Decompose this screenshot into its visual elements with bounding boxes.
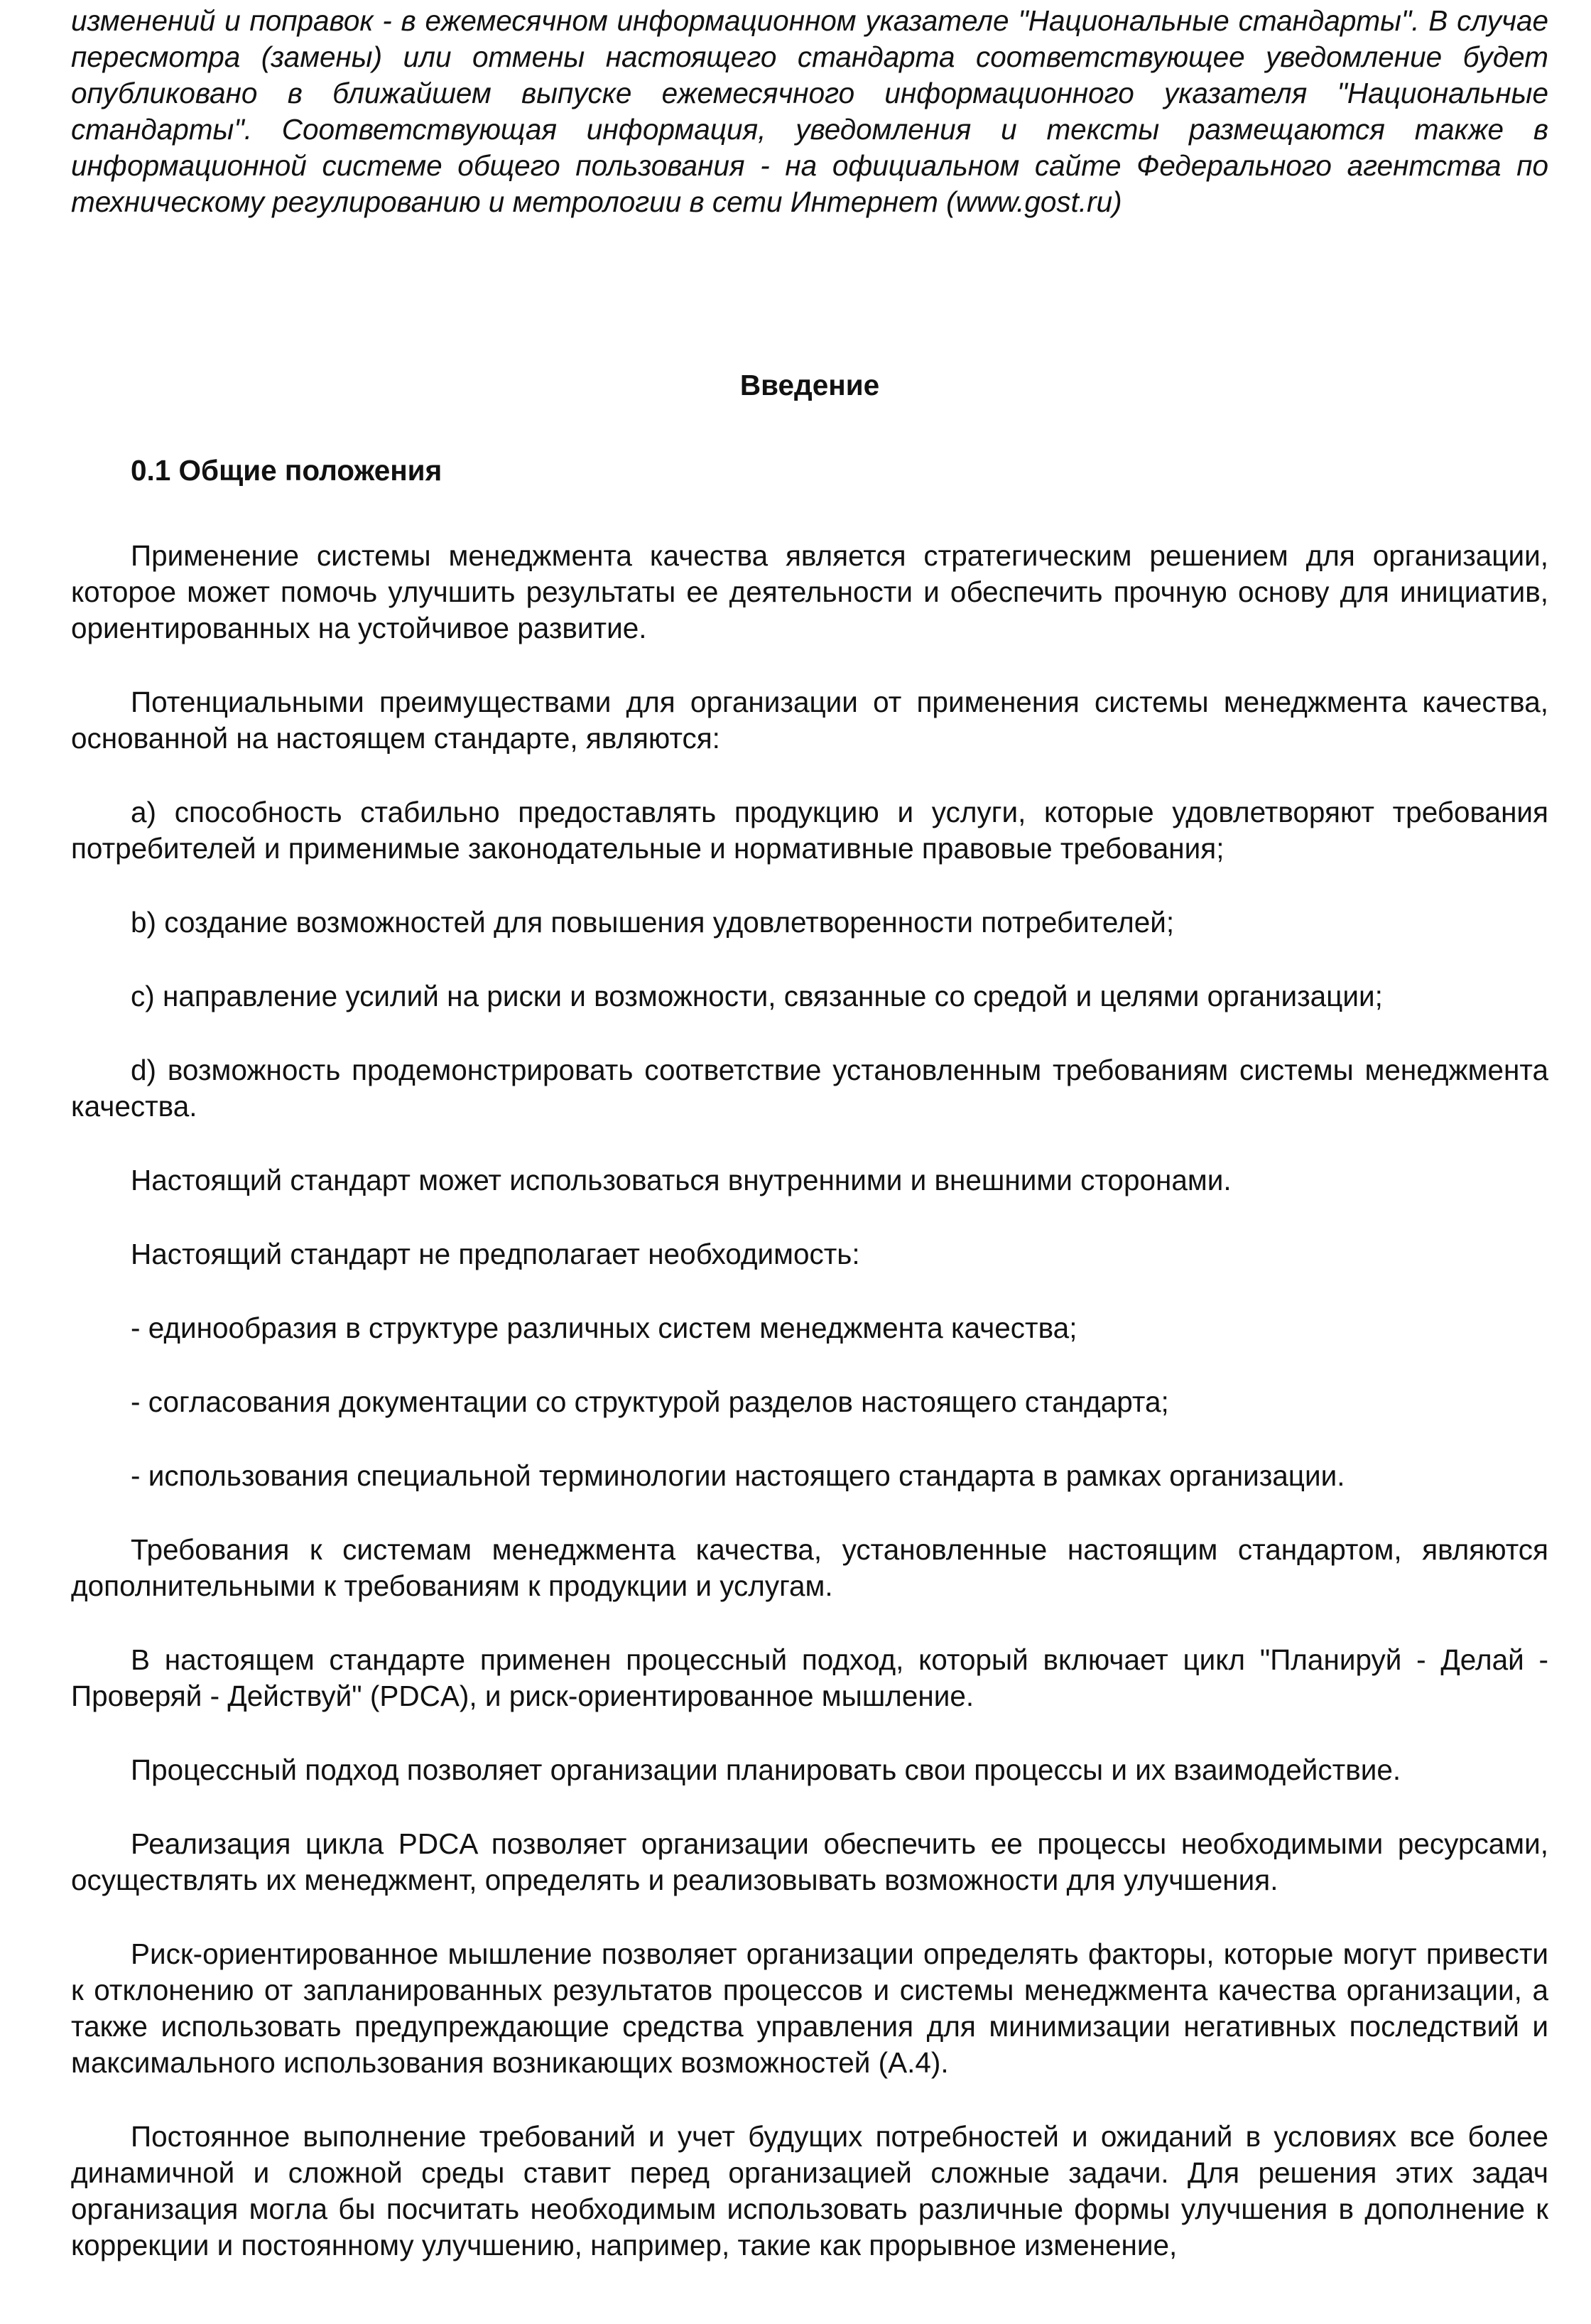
list-item: c) направление усилий на риски и возможности, связанные со средой и целями организации; <box>131 980 1383 1012</box>
document-page <box>71 3 1548 2264</box>
body-paragraph: Потенциальными преимуществами для организации от применения системы менеджмента качества, основанной на настоящем стандарте, являются: <box>71 686 1548 755</box>
body-paragraph: Применение системы менеджмента качества является стратегическим решением для организации, которое может помочь улучшить результаты ее деятельности и обеспечить прочную основу для инициатив, ориентированных на устойчивое развитие. <box>71 539 1548 644</box>
body-paragraph: Постоянное выполнение требований и учет будущих потребностей и ожиданий в условиях все более динамичной и сложной среды ставит перед организацией сложные задачи. Для решения этих задач организация могла бы посчитать необходимым использовать различные формы улучшения в дополнение к коррекции и постоянному улучшению, например, такие как прорывное изменение, <box>71 2120 1548 2261</box>
body-paragraph: Настоящий стандарт может использоваться внутренними и внешними сторонами. <box>131 1164 1232 1196</box>
body-paragraph: Требования к системам менеджмента качества, установленные настоящим стандартом, являются дополнительными к требованиям к продукции и услугам. <box>71 1533 1548 1602</box>
body-paragraph: Реализация цикла PDCA позволяет организации обеспечить ее процессы необходимыми ресурсами, осуществлять их менеджмент, определять и реализовывать возможности для улучшения. <box>71 1827 1548 1896</box>
list-item: - единообразия в структуре различных систем менеджмента качества; <box>131 1312 1077 1344</box>
list-item: - использования специальной терминологии настоящего стандарта в рамках организации. <box>131 1459 1345 1492</box>
body-paragraph: В настоящем стандарте применен процессный подход, который включает цикл "Планируй - Делай - Проверяй - Действуй" (PDCA), и риск-ориентированное мышление. <box>71 1643 1548 1712</box>
subsection-title: 0.1 Общие положения <box>131 454 442 487</box>
list-item: b) создание возможностей для повышения удовлетворенности потребителей; <box>131 906 1175 939</box>
list-item: - согласования документации со структурой разделов настоящего стандарта; <box>131 1385 1169 1418</box>
list-item: d) возможность продемонстрировать соответствие установленным требованиям системы менеджмента качества. <box>71 1054 1548 1123</box>
body-paragraph: Процессный подход позволяет организации планировать свои процессы и их взаимодействие. <box>131 1753 1401 1786</box>
body-paragraph: Настоящий стандарт не предполагает необходимость: <box>131 1238 860 1270</box>
section-title: Введение <box>739 369 880 401</box>
publication-notice-paragraph: изменений и поправок - в ежемесячном информационном указателе "Национальные стандарты". В случае пересмотра (замены) или отмены настоящего стандарта соответствующее уведомление будет опубликовано в ближайшем выпуске ежемесячного информационного указателя "Национальные стандарты". Соответствующая информация, уведомления и тексты размещаются также в информационной системе общего пользования - на официальном сайте Федерального агентства по техническому регулированию и метрологии в сети Интернет (www.gost.ru) <box>71 4 1548 218</box>
list-item: a) способность стабильно предоставлять продукцию и услуги, которые удовлетворяют требования потребителей и применимые законодательные и нормативные правовые требования; <box>71 796 1548 865</box>
body-paragraph: Риск-ориентированное мышление позволяет организации определять факторы, которые могут привести к отклонению от запланированных результатов процессов и системы менеджмента качества организации, а также использовать предупреждающие средства управления для минимизации негативных последствий и максимального использования возникающих возможностей (A.4). <box>71 1937 1548 2079</box>
